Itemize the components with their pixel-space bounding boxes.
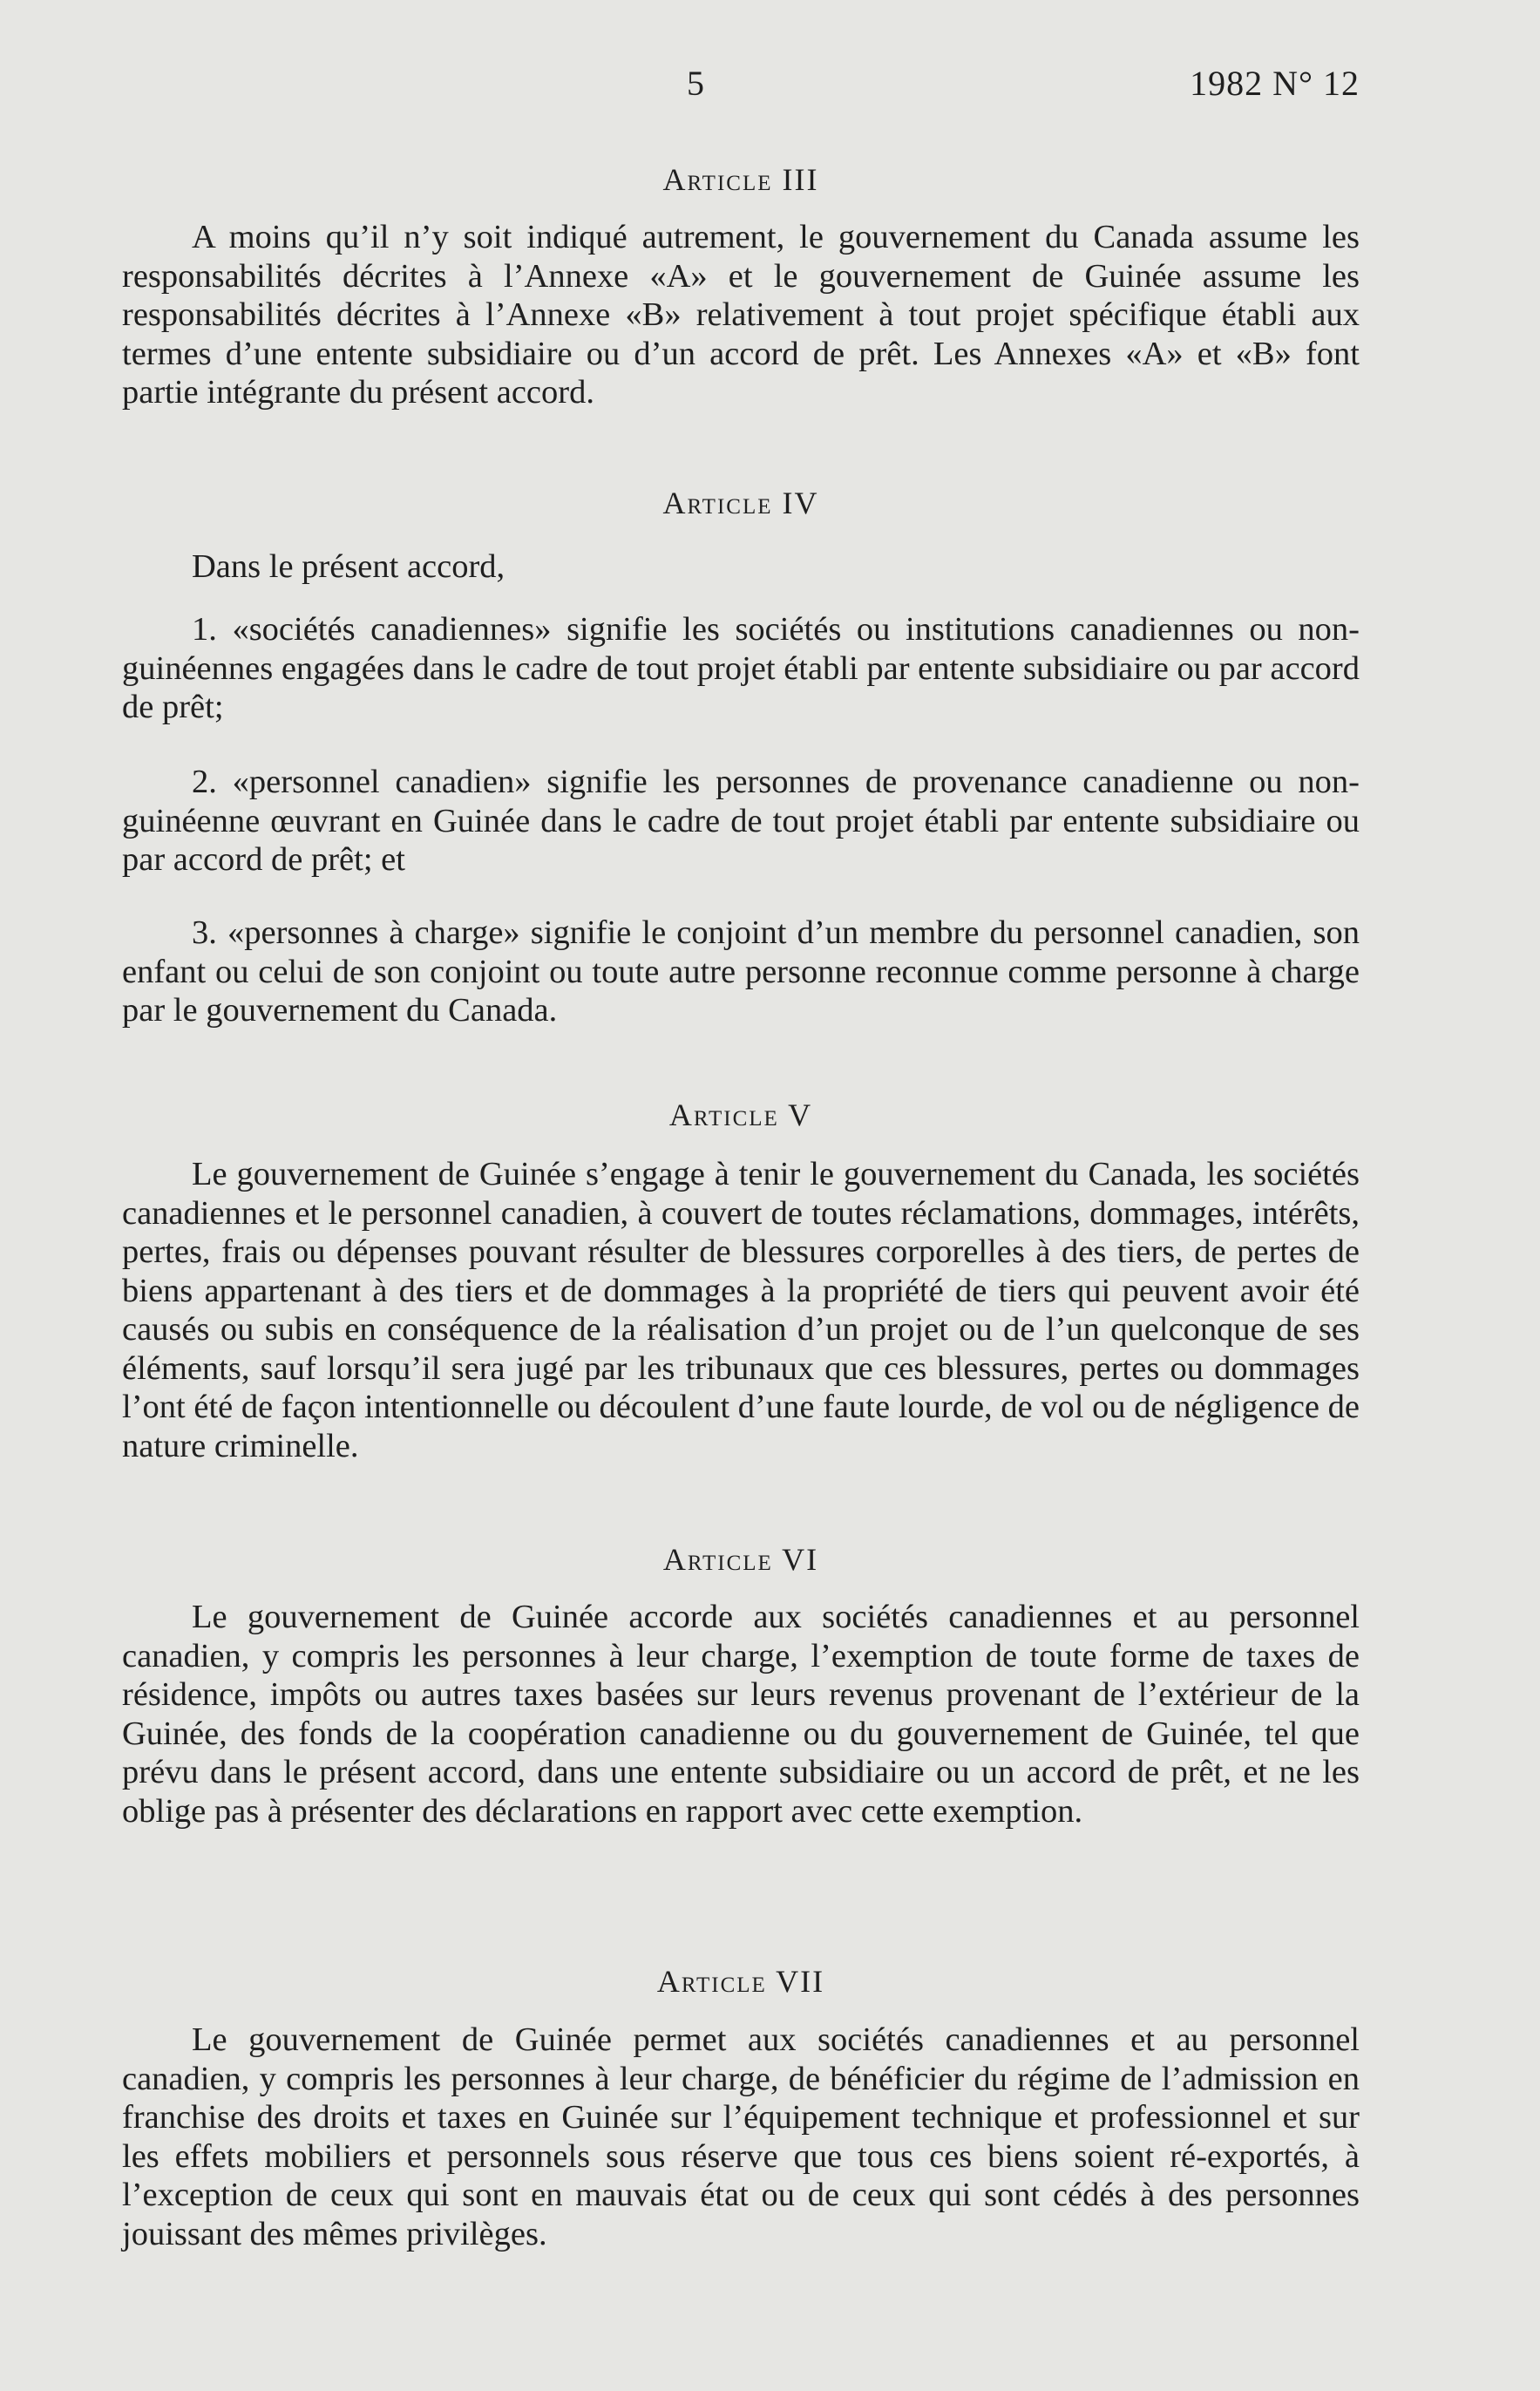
definition-item-2: 2. «personnel canadien» signifie les personnes de provenance canadienne ou non-guinéenne œuvrant en Guinée dans le cadre de tout projet établi par entente subsidiaire ou par accord de prêt; et: [122, 764, 1360, 878]
page-header: [122, 63, 1360, 115]
article-6-heading: Article VI: [662, 1542, 819, 1577]
definition-item-1: 1. «sociétés canadiennes» signifie les sociétés ou institutions canadiennes ou non-guinéennes engagées dans le cadre de tout projet établi par entente subsidiaire ou par accord de prêt;: [122, 611, 1360, 725]
document-reference: 1982 N° 12: [1190, 64, 1360, 103]
definition-item-3: 3. «personnes à charge» signifie le conjoint d’un membre du personnel canadien, son enfant ou celui de son conjoint ou toute autre personne reconnue comme personne à charge par le gouvernement du Canada.: [122, 914, 1360, 1029]
article-4-intro: Dans le présent accord,: [192, 548, 505, 585]
article-7-text: Le gouvernement de Guinée permet aux sociétés canadiennes et au personnel canadien, y compris les personnes à leur charge, de bénéficier du régime de l’admission en franchise des droits et taxes en Guinée sur l’équipement technique et professionnel et sur les effets mobiliers et personnels sous réserve que tous ces biens soient ré-exportés, à l’exception de ceux qui sont en mauvais état ou de ceux qui sont cédés à des personnes jouissant des mêmes privilèges.: [122, 2021, 1360, 2252]
article-7-heading: Article VII: [656, 1964, 825, 1999]
article-3-text: A moins qu’il n’y soit indiqué autrement, le gouvernement du Canada assume les responsabilités décrites à l’Annexe «A» et le gouvernement de Guinée assume les responsabilités décrites à l’Annexe «B» relativement à tout projet spécifique établi aux termes d’une entente subsidiaire ou d’un accord de prêt. Les Annexes «A» et «B» font partie intégrante du présent accord.: [122, 219, 1360, 411]
page-number: 5: [687, 64, 704, 103]
article-6-text: Le gouvernement de Guinée accorde aux sociétés canadiennes et au personnel canadien, y compris les personnes à leur charge, l’exemption de toute forme de taxes de résidence, impôts ou autres taxes basées sur leurs revenus provenant de l’extérieur de la Guinée, des fonds de la coopération canadienne ou du gouvernement de Guinée, tel que prévu dans le présent accord, dans une entente subsidiaire ou un accord de prêt, et ne les oblige pas à présenter des déclarations en rapport avec cette exemption.: [122, 1599, 1360, 1830]
article-5-text: Le gouvernement de Guinée s’engage à tenir le gouvernement du Canada, les sociétés canadiennes et le personnel canadien, à couvert de toutes réclamations, dommages, intérêts, pertes, frais ou dépenses pouvant résulter de blessures corporelles à des tiers, de pertes de biens appartenant à des tiers et de dommages à la propriété de tiers qui peuvent avoir été causés ou subis en conséquence de la réalisation d’un projet ou de l’un quelconque de ses éléments, sauf lorsqu’il sera jugé par les tribunaux que ces blessures, pertes ou dommages l’ont été de façon intentionnelle ou découlent d’une faute lourde, de vol ou de négligence de nature criminelle.: [122, 1156, 1360, 1464]
article-4-heading: Article IV: [662, 486, 819, 520]
article-5-heading: Article V: [668, 1097, 813, 1132]
article-3-heading: Article III: [662, 162, 819, 197]
